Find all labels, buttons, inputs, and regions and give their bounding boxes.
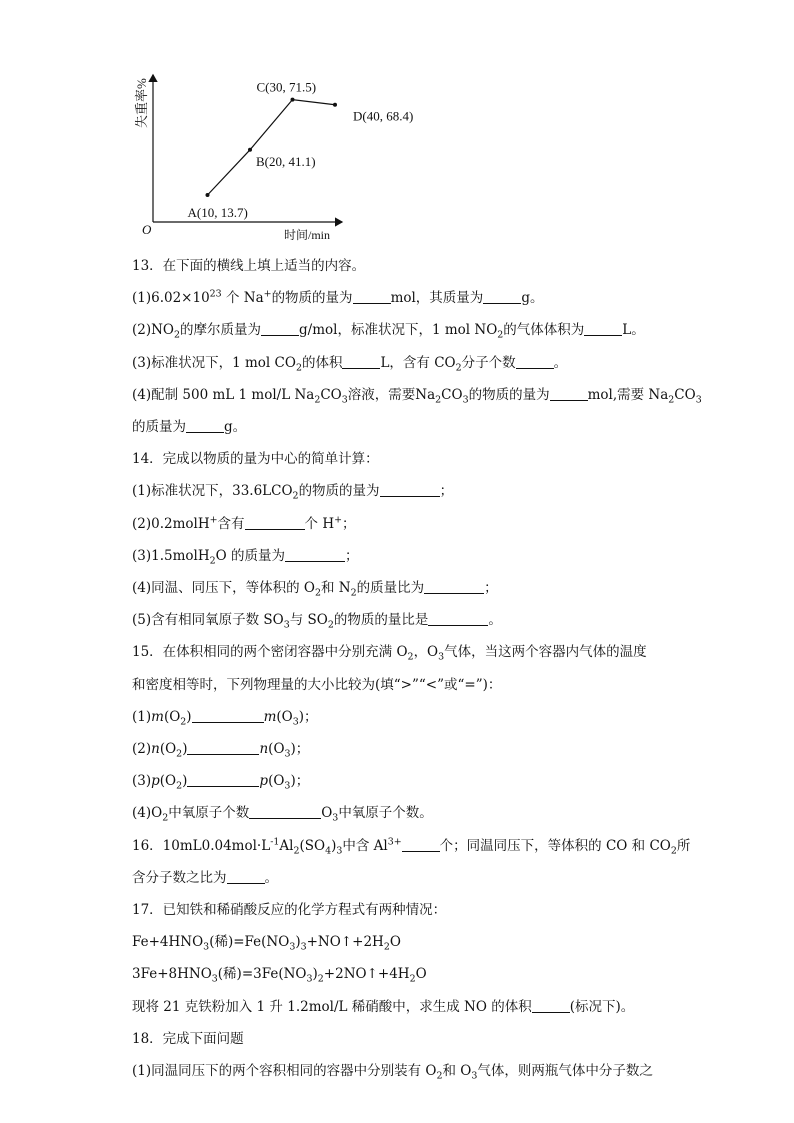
answer-blank[interactable] bbox=[342, 354, 380, 369]
answer-blank[interactable] bbox=[532, 998, 570, 1013]
answer-blank[interactable] bbox=[285, 547, 345, 562]
q13-part4: (4)配制 500 mL 1 mol/L $Na_2CO_3$溶液，需要$Na_2CO_3$的物质的量为 mol,需要 $Na_2CO_3$ bbox=[132, 386, 702, 406]
answer-blank[interactable] bbox=[380, 482, 440, 497]
answer-blank[interactable] bbox=[245, 515, 305, 530]
q13-part3: (3)标准状况下，1 mol $CO_2$的体积 L，含有 $CO_2$分子个数 。 bbox=[132, 354, 568, 374]
q14-part2: (2)0.2molH+含有 个 H+； bbox=[132, 514, 356, 532]
q17-equation-1: $Fe+4HNO_3$(稀)$=Fe(NO_3)_3+NO↑+2H_2O$ bbox=[132, 934, 401, 953]
q13-part1: $(1)6.02\times 10^{23}$ 个 Na+的物质的量为 mol，其质量为 g。 bbox=[132, 288, 544, 307]
point-d bbox=[333, 103, 337, 107]
q14-part1: (1)标准状况下，$33.6LCO_2$的物质的量为 ； bbox=[132, 483, 454, 503]
point-label-a: A(10, 13.7) bbox=[187, 205, 248, 220]
answer-blank[interactable] bbox=[483, 289, 521, 304]
point-a bbox=[206, 193, 210, 197]
answer-blank[interactable] bbox=[227, 869, 265, 884]
q16-cont: 含分子数之比为 。 bbox=[132, 869, 278, 886]
q13-title: 13．在下面的横线上填上适当的内容。 bbox=[132, 258, 366, 274]
q17-text: 现将 21 克铁粉加入 1 升 1.2mol/L 稀硝酸中，求生成 NO 的体积 (标况下)。 bbox=[132, 998, 635, 1015]
point-label-d: D(40, 68.4) bbox=[353, 108, 414, 124]
q18-part1: (1)同温同压下的两个容积相同的容器中分别装有 $O_2$和 $O_3$气体，则两瓶气体中分子数之 bbox=[132, 1063, 653, 1082]
q13-part2: $(2)NO_2$的摩尔质量为 g/mol，标准状况下，1 mol $NO_2$的气体体积为 L。 bbox=[132, 322, 645, 342]
y-axis-label: 失重率% bbox=[134, 78, 149, 128]
q13-part4-cont: 的质量为 g。 bbox=[132, 419, 247, 436]
answer-blank[interactable] bbox=[550, 386, 588, 401]
q16: 16．$10mL0.04mol\cdot L^{-1}Al_2(SO_4)_3$中含 $Al^{3+}$ 个；同温同压下，等体积的 CO 和 $CO_2$所 bbox=[132, 836, 691, 857]
q15-title: 15．在体积相同的两个密闭容器中分别充满 $O_2$，$O_3$气体，当这两个容器内气体的温度 bbox=[132, 644, 647, 664]
q17-title: 17．已知铁和稀硝酸反应的化学方程式有两种情况： bbox=[132, 902, 447, 919]
point-label-c: C(30, 71.5) bbox=[256, 79, 317, 95]
answer-blank[interactable] bbox=[424, 579, 484, 594]
q17-equation-2: $3Fe+8HNO_3$(稀)$=3Fe(NO_3)_2+2NO↑+4H_2O$ bbox=[132, 966, 427, 986]
answer-blank[interactable] bbox=[584, 321, 622, 336]
answer-blank[interactable] bbox=[402, 837, 440, 852]
question-list bbox=[132, 250, 702, 1087]
point-label-b: B(20, 41.1) bbox=[256, 153, 316, 169]
origin-label: O bbox=[142, 222, 152, 237]
q14-part4: (4)同温、同压下，等体积的 $O_2$和 $N_2$的质量比为 ； bbox=[132, 580, 498, 599]
weight-loss-chart bbox=[120, 60, 414, 245]
answer-blank[interactable] bbox=[186, 418, 224, 433]
answer-blank[interactable] bbox=[353, 289, 391, 304]
answer-blank[interactable] bbox=[428, 611, 488, 626]
answer-blank[interactable] bbox=[249, 804, 321, 819]
q14-part5: (5)含有相同氧原子数 $SO_3$与 $SO_2$的物质的量比是 。 bbox=[132, 612, 502, 631]
point-b bbox=[248, 148, 252, 152]
q14-part3: (3)1.5molH$_2$O 的质量为 ； bbox=[132, 547, 359, 567]
q15-part1: $(1)m(O_2)$ $m(O_3)$； bbox=[132, 708, 318, 728]
answer-blank[interactable] bbox=[516, 354, 554, 369]
series-line bbox=[208, 100, 336, 195]
answer-blank[interactable] bbox=[187, 772, 259, 787]
q15-title-cont: 和密度相等时，下列物理量的大小比较为(填“>”“<”或“=”)： bbox=[132, 676, 502, 693]
x-axis-label: 时间/min bbox=[284, 228, 331, 242]
answer-blank[interactable] bbox=[261, 321, 299, 336]
q18-title: 18．完成下面问题 bbox=[132, 1030, 244, 1047]
q14-title: 14．完成以物质的量为中心的简单计算： bbox=[132, 451, 379, 468]
q15-part2: $(2)n(O_2)$ $n(O_3)$； bbox=[132, 741, 310, 760]
answer-blank[interactable] bbox=[187, 740, 259, 755]
q15-part4: $(4)O_2$中氧原子个数 $O_3$中氧原子个数。 bbox=[132, 805, 433, 825]
q15-part3: $(3)p(O_2)$ $p(O_3)$； bbox=[132, 773, 310, 792]
point-c bbox=[291, 98, 295, 102]
answer-blank[interactable] bbox=[192, 708, 264, 723]
